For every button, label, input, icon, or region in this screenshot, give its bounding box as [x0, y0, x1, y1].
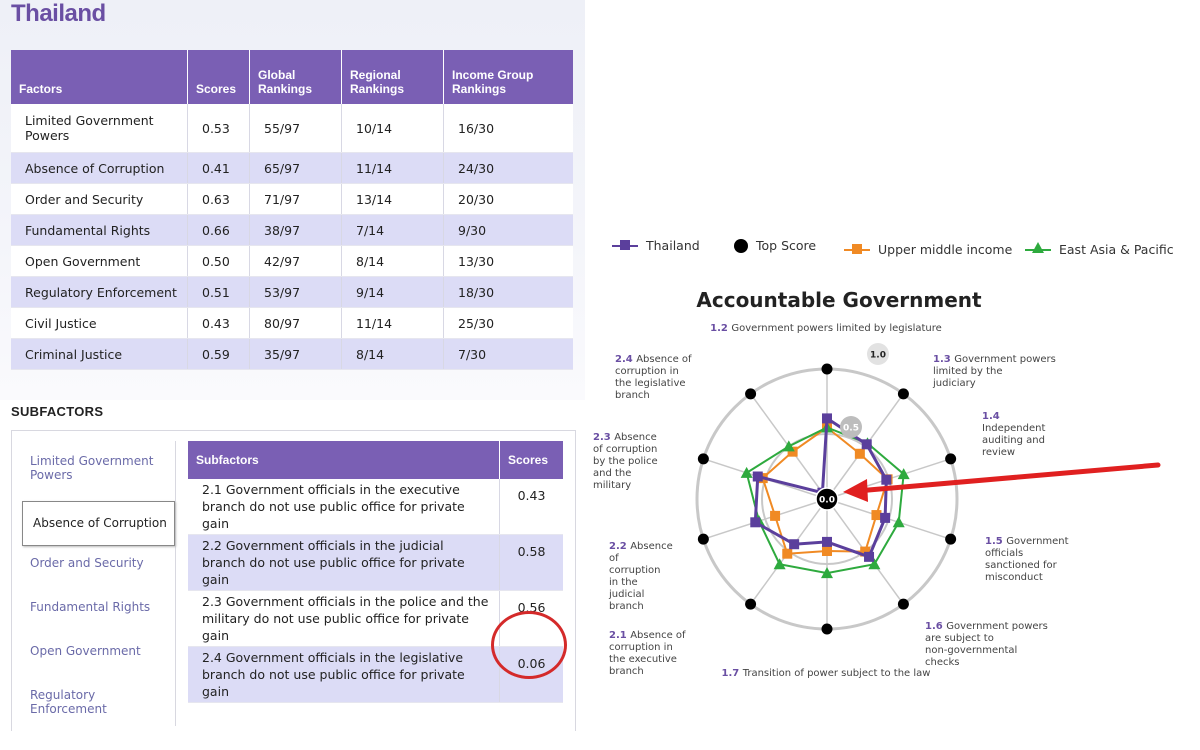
factor-cell-score: 0.41	[188, 153, 250, 184]
axis-label-line: are subject to	[925, 633, 994, 644]
axis-label-text: Absence	[630, 541, 673, 552]
series-point-top-score	[945, 534, 956, 545]
legend-item-east-asia	[1025, 242, 1174, 257]
axis-label-line: checks	[925, 657, 960, 668]
factor-cell-income: 25/30	[444, 308, 574, 339]
axis-label-line	[609, 541, 673, 552]
series-point-upper-middle-income	[770, 511, 780, 521]
factor-cell-regional: 8/14	[342, 339, 444, 370]
factor-cell-global: 80/97	[250, 308, 342, 339]
series-point-thailand	[753, 472, 763, 482]
axis-label-text: Government powers	[946, 621, 1048, 632]
axis-label-number: 1.5	[985, 536, 1007, 547]
factor-row	[11, 153, 573, 184]
sidenav-item[interactable]: Regulatory Enforcement	[30, 688, 107, 716]
subfactor-text: 2.1 Government officials in the executive branch do not use public office for private gain	[188, 479, 500, 535]
subfactor-text: 2.2 Government officials in the judicial branch do not use public office for private gain	[188, 535, 500, 591]
series-point-east-asia-pacific	[774, 558, 786, 569]
sidenav-item[interactable]: Order and Security	[30, 556, 144, 570]
factor-row	[11, 184, 573, 215]
series-point-upper-middle-income	[822, 546, 832, 556]
series-point-thailand	[864, 552, 874, 562]
ring-label: 1.0	[870, 350, 886, 361]
factor-cell-score: 0.66	[188, 215, 250, 246]
axis-label-number: 1.2	[710, 323, 732, 334]
series-point-east-asia-pacific	[783, 440, 795, 451]
series-point-east-asia-pacific	[893, 516, 905, 527]
axis-label-line: Independent	[982, 423, 1046, 434]
col-header-scores: Scores	[188, 50, 250, 104]
subfactor-text: 2.3 Government officials in the police and the military do not use public office for private gain	[188, 591, 500, 647]
factors-table	[11, 50, 573, 370]
factor-cell-global: 71/97	[250, 184, 342, 215]
axis-label-text: Government powers limited by legislature	[731, 323, 942, 334]
series-point-top-score	[698, 453, 709, 464]
factor-cell-global: 55/97	[250, 104, 342, 153]
series-point-upper-middle-income	[871, 510, 881, 520]
factor-cell-regional: 13/14	[342, 184, 444, 215]
factor-cell-score: 0.50	[188, 246, 250, 277]
series-point-east-asia-pacific	[741, 467, 753, 478]
axis-label-line: the executive	[609, 654, 677, 665]
axis-label-number: 2.3	[593, 432, 615, 443]
factor-cell-factor: Regulatory Enforcement	[11, 277, 188, 308]
axis-label-number: 2.1	[609, 630, 631, 641]
axis-label-number: 1.3	[933, 354, 955, 365]
axis-label-number: 2.4	[615, 354, 637, 365]
axis-label-line: auditing and	[982, 435, 1045, 446]
legend-label-upper-middle: Upper middle income	[878, 242, 1013, 257]
axis-label-line: branch	[609, 666, 644, 677]
axis-label	[722, 668, 931, 679]
legend-label-thailand: Thailand	[646, 238, 700, 253]
axis-label-number: 2.2	[609, 541, 631, 552]
chart-legend	[612, 238, 1192, 262]
series-point-top-score	[745, 388, 756, 399]
factor-sidenav	[11, 441, 175, 722]
series-point-top-score	[822, 624, 833, 635]
radar-chart	[585, 280, 1195, 700]
factor-cell-regional: 10/14	[342, 104, 444, 153]
subfactors-heading: SUBFACTORS	[11, 404, 104, 419]
ring-label: 0.0	[819, 495, 835, 506]
axis-label-line	[982, 411, 1003, 422]
axis-label-line	[609, 630, 686, 641]
legend-item-thailand	[612, 238, 700, 253]
series-point-thailand	[881, 475, 891, 485]
factor-cell-income: 13/30	[444, 246, 574, 277]
factor-cell-global: 65/97	[250, 153, 342, 184]
col-header-subscores: Scores	[500, 441, 564, 479]
sidenav-divider	[175, 441, 176, 726]
axis-label-line: judiciary	[933, 378, 976, 389]
series-point-thailand	[789, 539, 799, 549]
axis-label-line: branch	[609, 601, 644, 612]
axis-label	[710, 323, 942, 334]
ring-label: 0.5	[843, 423, 859, 434]
subfactor-row	[188, 479, 563, 535]
axis-label	[985, 536, 1069, 583]
legend-swatch-east-asia	[1025, 249, 1051, 251]
axis-label-line	[710, 323, 942, 334]
axis-label-line: review	[982, 447, 1016, 458]
legend-item-top-score	[734, 238, 816, 253]
axis-label-line: of corruption	[593, 444, 658, 455]
axis-label-number: 1.6	[925, 621, 947, 632]
legend-item-upper-middle	[844, 242, 1012, 257]
axis-label-line: judicial	[609, 589, 645, 600]
axis-label	[615, 354, 692, 401]
factor-cell-global: 53/97	[250, 277, 342, 308]
axis-label	[932, 354, 1056, 389]
factor-row	[11, 215, 573, 246]
series-point-top-score	[898, 599, 909, 610]
axis-label-line: and the	[593, 468, 632, 479]
axis-label-line: sanctioned for	[985, 560, 1057, 571]
factor-cell-income: 9/30	[444, 215, 574, 246]
factor-cell-factor: Open Government	[11, 246, 188, 277]
axis-label-line: non-governmental	[925, 645, 1018, 656]
factor-cell-global: 35/97	[250, 339, 342, 370]
axis-label-line	[985, 536, 1069, 547]
subfactor-score: 0.43	[500, 479, 564, 535]
factor-cell-global: 38/97	[250, 215, 342, 246]
axis-label-number: 1.7	[721, 668, 743, 679]
subfactor-score: 0.06	[500, 647, 564, 703]
axis-label-line: by the police	[593, 456, 658, 467]
factor-cell-income: 16/30	[444, 104, 574, 153]
axis-label-text: Absence	[614, 432, 657, 443]
axis-label-line: of	[609, 553, 619, 564]
factor-cell-score: 0.51	[188, 277, 250, 308]
axis-label-line	[615, 354, 692, 365]
legend-swatch-top-score	[734, 239, 748, 253]
sidenav-item[interactable]: Fundamental Rights	[30, 600, 151, 614]
legend-label-east-asia: East Asia & Pacific	[1059, 242, 1174, 257]
col-header-income: Income Group Rankings	[444, 50, 574, 104]
legend-swatch-upper-middle	[844, 249, 870, 251]
series-point-top-score	[822, 364, 833, 375]
factor-cell-factor: Order and Security	[11, 184, 188, 215]
factor-row	[11, 104, 573, 153]
series-point-top-score	[745, 599, 756, 610]
axis-label-text: Absence of	[636, 354, 692, 365]
col-header-global: Global Rankings	[250, 50, 342, 104]
col-header-subfactors: Subfactors	[188, 441, 500, 479]
series-point-top-score	[945, 453, 956, 464]
series-point-thailand	[750, 517, 760, 527]
highlight-circle	[491, 611, 567, 679]
col-header-regional: Regional Rankings	[342, 50, 444, 104]
series-point-top-score	[698, 534, 709, 545]
factor-cell-factor: Criminal Justice	[11, 339, 188, 370]
axis-label-text: Transition of power subject to the law	[742, 668, 931, 679]
axis-label-line: corruption in	[609, 642, 673, 653]
axis-label-line	[925, 621, 1048, 632]
legend-label-top-score: Top Score	[756, 238, 817, 253]
series-point-upper-middle-income	[782, 549, 792, 559]
axis-label	[982, 411, 1045, 458]
axis-label-line: limited by the	[933, 366, 1003, 377]
axis-label-text: Government powers	[954, 354, 1056, 365]
sidenav-item[interactable]: Open Government	[30, 644, 141, 658]
legend-swatch-thailand	[612, 245, 638, 247]
factor-cell-factor: Fundamental Rights	[11, 215, 188, 246]
factor-cell-factor: Limited Government Powers	[11, 104, 188, 153]
subfactor-score: 0.58	[500, 535, 564, 591]
axis-label-line	[722, 668, 931, 679]
factor-cell-regional: 11/14	[342, 153, 444, 184]
axis-label	[609, 630, 686, 677]
factor-cell-income: 7/30	[444, 339, 574, 370]
sidenav-item[interactable]: Absence of Corruption	[22, 501, 175, 546]
page-title: Thailand	[11, 0, 106, 27]
axis-label-line: in the	[609, 577, 638, 588]
series-point-thailand	[880, 513, 890, 523]
axis-label-text: Absence of	[630, 630, 686, 641]
factor-cell-regional: 7/14	[342, 215, 444, 246]
axis-label-line	[933, 354, 1056, 365]
axis-label-line: corruption in	[615, 366, 679, 377]
factor-cell-global: 42/97	[250, 246, 342, 277]
axis-label-line: corruption	[609, 565, 661, 576]
axis-label-line: misconduct	[985, 572, 1043, 583]
axis-label-line	[593, 432, 657, 443]
factor-cell-regional: 9/14	[342, 277, 444, 308]
factor-row	[11, 339, 573, 370]
series-point-thailand	[862, 439, 872, 449]
axis-label	[593, 432, 658, 491]
subfactor-score: 0.56	[500, 591, 564, 647]
axis-label-line: the legislative	[615, 378, 686, 389]
axis-label-line: officials	[985, 548, 1024, 559]
axis-label-line: branch	[615, 390, 650, 401]
factor-cell-score: 0.59	[188, 339, 250, 370]
subfactor-text: 2.4 Government officials in the legislative branch do not use public office for private gain	[188, 647, 500, 703]
factor-cell-score: 0.43	[188, 308, 250, 339]
series-point-thailand	[822, 537, 832, 547]
series-point-top-score	[898, 388, 909, 399]
axis-label-line: military	[593, 480, 632, 491]
subfactor-row	[188, 535, 563, 591]
axis-label-number: 1.4	[982, 411, 1004, 422]
factor-cell-factor: Civil Justice	[11, 308, 188, 339]
factor-cell-score: 0.53	[188, 104, 250, 153]
factor-cell-income: 20/30	[444, 184, 574, 215]
factor-row	[11, 246, 573, 277]
axis-label-text: Government	[1006, 536, 1069, 547]
factor-cell-income: 18/30	[444, 277, 574, 308]
factors-header-row	[11, 50, 573, 104]
chart-title: Accountable Government	[696, 288, 982, 312]
factor-cell-factor: Absence of Corruption	[11, 153, 188, 184]
axis-label	[608, 541, 673, 612]
factor-row	[11, 277, 573, 308]
factor-cell-score: 0.63	[188, 184, 250, 215]
factor-cell-regional: 11/14	[342, 308, 444, 339]
sidenav-item[interactable]: Limited Government Powers	[30, 454, 154, 482]
subfactors-header-row	[188, 441, 563, 479]
factor-row	[11, 308, 573, 339]
factor-cell-income: 24/30	[444, 153, 574, 184]
factor-cell-regional: 8/14	[342, 246, 444, 277]
series-point-thailand	[822, 413, 832, 423]
red-arrow-head	[843, 479, 868, 502]
col-header-factors: Factors	[11, 50, 188, 104]
series-point-upper-middle-income	[855, 449, 865, 459]
axis-label	[925, 621, 1048, 668]
